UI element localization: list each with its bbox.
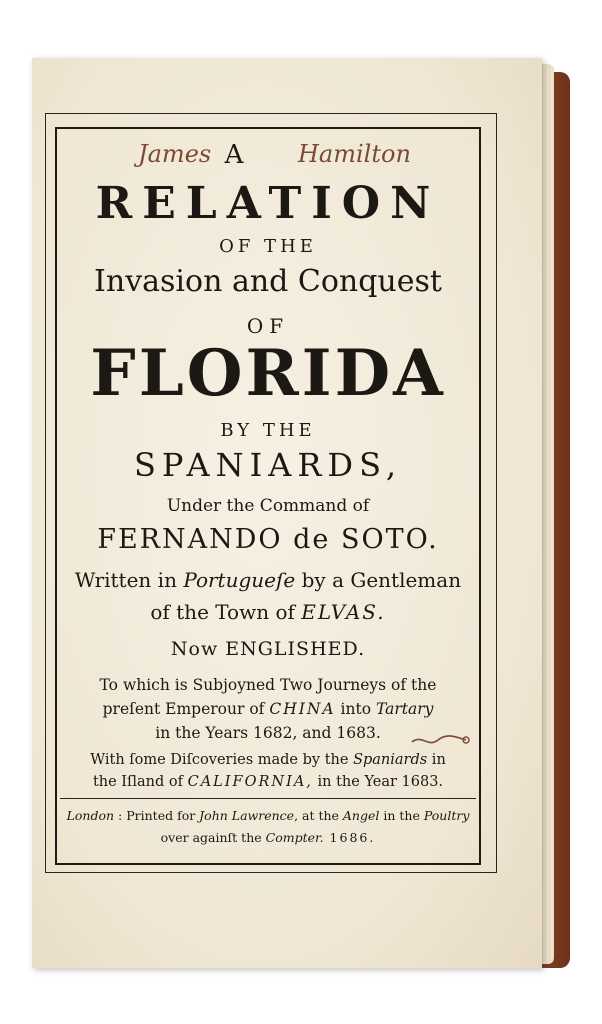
- line-discoveries-1: [56, 752, 480, 768]
- imprint-1-text-a: London: [66, 808, 115, 823]
- line-of-the: OF THE: [219, 236, 317, 257]
- disc-2-text-c: in the Year 1683.: [312, 774, 444, 790]
- disc-1-text-c: in: [427, 752, 446, 768]
- line-discoveries-2: [56, 774, 480, 790]
- line-which-2: [56, 700, 480, 718]
- line-now-englished: Now ENGLISHED.: [170, 638, 366, 660]
- line-florida: FLORIDA: [90, 336, 446, 411]
- signature-first-name: James: [138, 140, 212, 168]
- written-1-text-c: by a Gentleman: [295, 568, 462, 592]
- line-invasion: Invasion and Conquest: [94, 264, 442, 299]
- written-1-text-a: Written in: [74, 568, 184, 592]
- line-fernando: FERNANDO de SOTO.: [97, 524, 439, 555]
- written-1-text-b: Portugueſe: [183, 568, 296, 592]
- line-relation: RELATION: [95, 178, 441, 229]
- imprint-2-text-a: over againſt the: [160, 830, 266, 845]
- disc-1-text-b: Spaniards: [353, 752, 428, 768]
- line-spaniards: SPANIARDS,: [133, 446, 403, 484]
- imprint-2-text-b: Compter.: [265, 830, 324, 845]
- disc-2-text-a: the Iſland of: [92, 774, 188, 790]
- line-imprint-1: [56, 808, 480, 823]
- line-by-the: BY THE: [220, 420, 316, 441]
- imprint-1-text-e: Angel: [342, 808, 380, 823]
- which-2-text-b: CHINA: [269, 700, 336, 718]
- which-2-text-d: Tartary: [375, 700, 434, 718]
- line-imprint-2: [56, 830, 480, 845]
- signature-last-name: Hamilton: [298, 140, 411, 168]
- written-2-text-b: ELVAS.: [301, 600, 386, 624]
- line-under-command: Under the Command of: [166, 496, 370, 516]
- which-2-text-a: preſent Emperour of: [102, 700, 270, 718]
- imprint-1-text-d: , at the: [294, 808, 343, 823]
- line-which-3: in the Years 1682, and 1683.: [155, 724, 381, 742]
- line-of: OF: [246, 314, 290, 338]
- imprint-1-text-b: : Printed for: [114, 808, 200, 823]
- imprint-separator-rule: [60, 798, 476, 799]
- line-which-1: To which is Subjoyned Two Journeys of the: [99, 676, 437, 694]
- imprint-1-text-f: in the: [379, 808, 424, 823]
- line-written-1: [56, 568, 480, 592]
- disc-1-text-a: With ſome Diſcoveries made by the: [90, 752, 354, 768]
- line-written-2: [56, 600, 480, 624]
- imprint-1-text-g: Poultry: [423, 808, 470, 823]
- ink-flourish-mark: [410, 730, 470, 750]
- imprint-2-text-c: 1686.: [323, 830, 376, 845]
- disc-2-text-b: CALIFORNIA,: [187, 774, 313, 790]
- written-2-text-a: of the Town of: [150, 600, 302, 624]
- line-a: A: [224, 140, 246, 170]
- which-2-text-c: into: [335, 700, 376, 718]
- imprint-1-text-c: John Lawrence: [199, 808, 295, 823]
